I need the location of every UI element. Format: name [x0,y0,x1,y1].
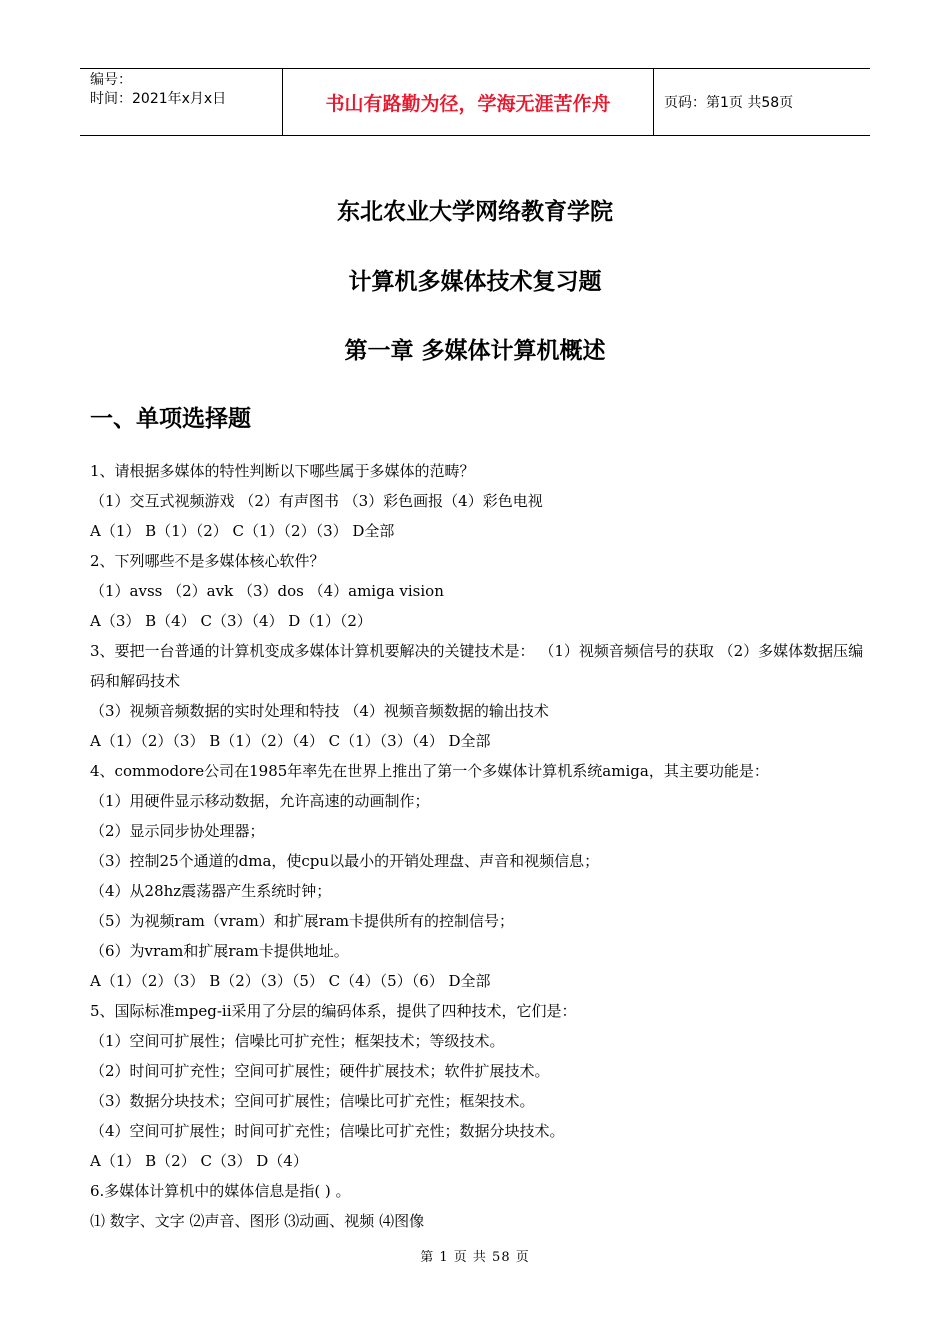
option-line: （2）显示同步协处理器； [90,822,265,840]
question-line: 5、国际标准mpeg-ii采用了分层的编码体系，提供了四种技术，它们是： [90,1002,577,1020]
question-list [90,456,865,1236]
option-line: （6）为vram和扩展ram卡提供地址。 [90,942,349,960]
option-line: （1）空间可扩展性；信噪比可扩充性；框架技术；等级技术。 [90,1032,505,1050]
question-line: 1、请根据多媒体的特性判断以下哪些属于多媒体的范畴？ [90,462,475,480]
question-line: 3、要把一台普通的计算机变成多媒体计算机要解决的关键技术是： （1）视频音频信号的获取 （2）多媒体数据压编码和解码技术 [90,642,864,690]
institution-title: 东北农业大学网络教育学院 [337,199,613,225]
answer-line: A（1）（2）（3） B（2）（3）（5） C（4）（5）（6） D全部 [90,972,491,990]
page-footer: 第 1 页 共 58 页 [420,1250,530,1265]
course-title: 计算机多媒体技术复习题 [348,269,602,295]
option-line: （5）为视频ram（vram）和扩展ram卡提供所有的控制信号； [90,912,515,930]
option-line: （4）从28hz震荡器产生系统时钟； [90,882,332,900]
question-line: 6.多媒体计算机中的媒体信息是指( ) 。 [90,1182,351,1200]
question-line: 2、下列哪些不是多媒体核心软件？ [90,552,325,570]
option-line: （3）视频音频数据的实时处理和特技 （4）视频音频数据的输出技术 [90,702,549,720]
header-table [80,68,870,136]
option-line: （3）控制25个通道的dma，使cpu以最小的开销处理盘、声音和视频信息； [90,852,600,870]
answer-line: A（1） B（2） C（3） D（4） [90,1152,308,1170]
header-info-cell [80,69,282,135]
section-heading: 一、单项选择题 [90,406,251,432]
header-page-info: 页码：第1页 共58页 [664,95,794,111]
question-line: 4、commodore公司在1985年率先在世界上推出了第一个多媒体计算机系统amiga，其主要功能是： [90,762,769,780]
option-line: （1）avss （2）avk （3）dos （4）amiga vision [90,582,444,600]
answer-line: A（1） B（1）（2） C（1）（2）（3） D全部 [90,522,395,540]
answer-line: A（3） B（4） C（3）（4） D（1）（2） [90,612,372,630]
option-line: （3）数据分块技术；空间可扩展性；信噪比可扩充性；框架技术。 [90,1092,535,1110]
option-line: ⑴ 数字、文字 ⑵声音、图形 ⑶动画、视频 ⑷图像 [90,1212,425,1230]
chapter-title: 第一章 多媒体计算机概述 [344,338,606,364]
option-line: （1）交互式视频游戏 （2）有声图书 （3）彩色画报（4）彩色电视 [90,492,543,510]
answer-line: A（1）（2）（3） B（1）（2）（4） C（1）（3）（4） D全部 [90,732,491,750]
document-number-label: 编号： [90,72,132,88]
option-line: （4）空间可扩展性；时间可扩充性；信噪比可扩充性；数据分块技术。 [90,1122,565,1140]
option-line: （2）时间可扩充性；空间可扩展性；硬件扩展技术；软件扩展技术。 [90,1062,550,1080]
document-date: 时间：2021年x月x日 [90,91,227,107]
header-motto: 书山有路勤为径，学海无涯苦作舟 [282,69,654,135]
option-line: （1）用硬件显示移动数据，允许高速的动画制作； [90,792,430,810]
